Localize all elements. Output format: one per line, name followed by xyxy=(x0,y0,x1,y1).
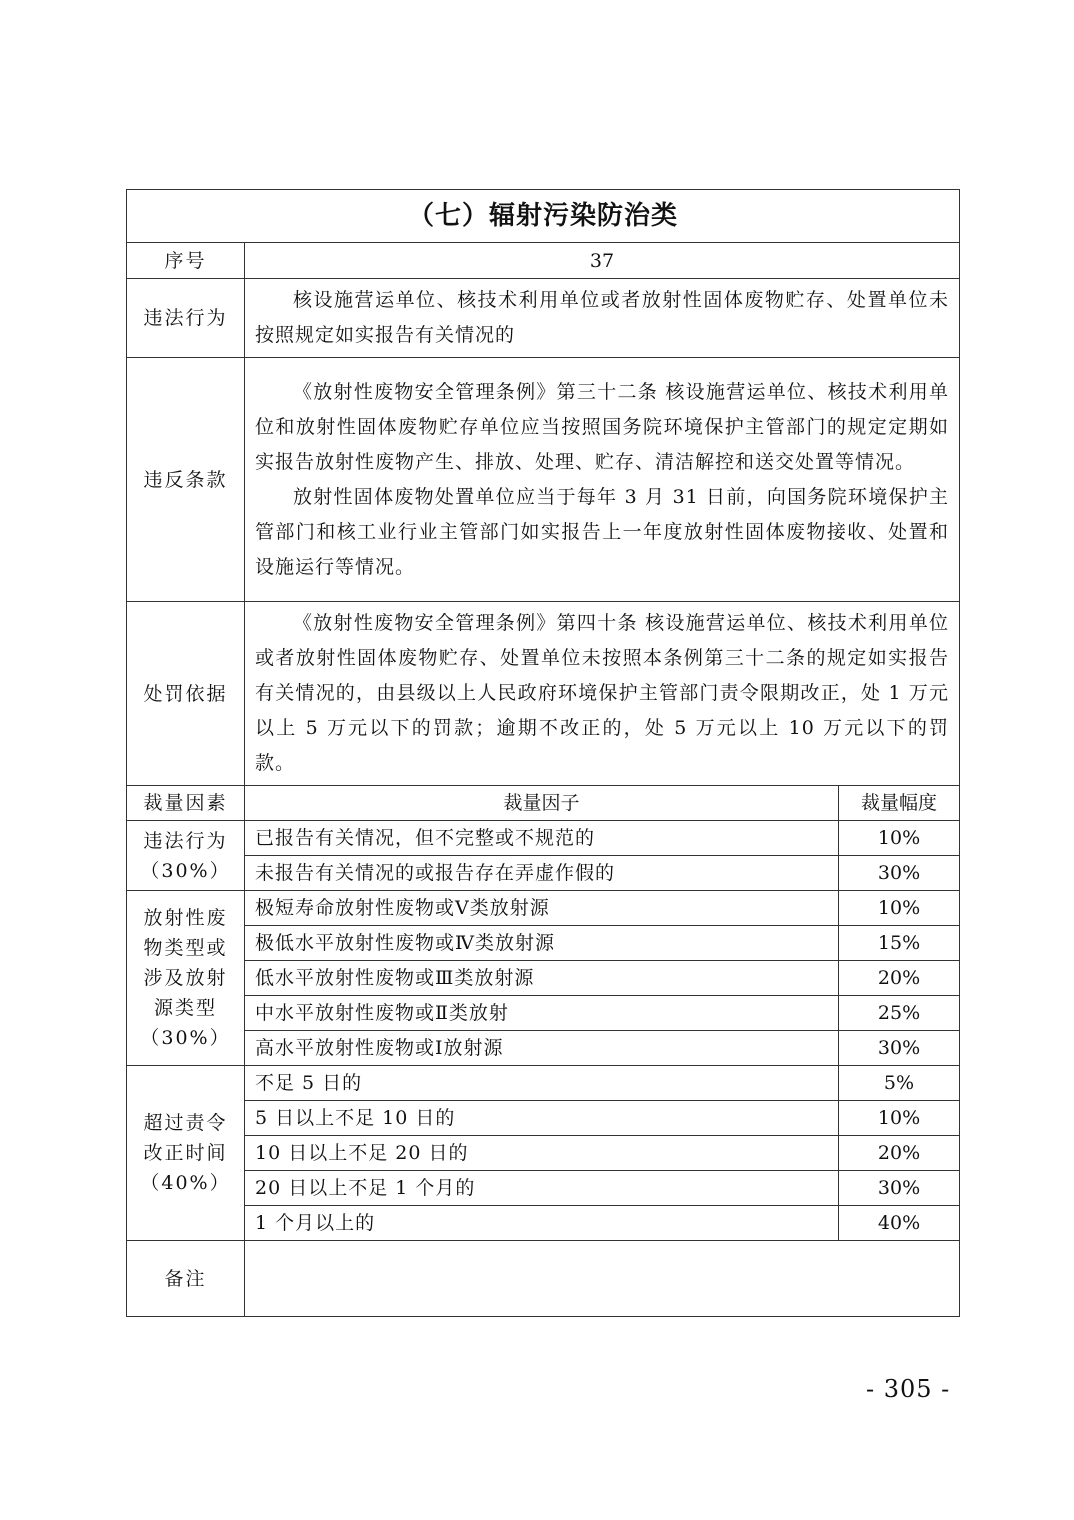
factor-item: 中水平放射性废物或Ⅱ类放射 xyxy=(245,996,839,1031)
factor-pct: 30% xyxy=(839,856,960,891)
factor-item: 极短寿命放射性废物或Ⅴ类放射源 xyxy=(245,891,839,926)
factor-item: 5 日以上不足 10 日的 xyxy=(245,1101,839,1136)
penalty-table xyxy=(126,189,960,1317)
factor-pct: 10% xyxy=(839,891,960,926)
remarks-value xyxy=(245,1241,960,1317)
table-row xyxy=(127,1206,960,1241)
serial-label: 序号 xyxy=(127,243,245,279)
factor-item: 10 日以上不足 20 日的 xyxy=(245,1136,839,1171)
table-title: （七）辐射污染防治类 xyxy=(127,190,960,243)
clause-text xyxy=(245,358,960,602)
factor-item: 1 个月以上的 xyxy=(245,1206,839,1241)
factor-item: 20 日以上不足 1 个月的 xyxy=(245,1171,839,1206)
remarks-label: 备注 xyxy=(127,1241,245,1317)
factor-item: 高水平放射性废物或Ⅰ放射源 xyxy=(245,1031,839,1066)
violation-text: 核设施营运单位、核技术利用单位或者放射性固体废物贮存、处置单位未按照规定如实报告有关情况的 xyxy=(245,279,960,358)
serial-value: 37 xyxy=(245,243,960,279)
page-number: - 305 - xyxy=(866,1375,951,1403)
factor-pct: 10% xyxy=(839,821,960,856)
factor-pct: 30% xyxy=(839,1031,960,1066)
factor-pct: 5% xyxy=(839,1066,960,1101)
violation-label: 违法行为 xyxy=(127,279,245,358)
table-row xyxy=(127,996,960,1031)
table-row xyxy=(127,1136,960,1171)
table-row xyxy=(127,1031,960,1066)
table-row xyxy=(127,1101,960,1136)
group-label-overdue: 超过责令 改正时间 （40%） xyxy=(127,1066,245,1241)
factor-header: 裁量因素 xyxy=(127,786,245,821)
table-row xyxy=(127,891,960,926)
table-row xyxy=(127,1171,960,1206)
basis-text: 《放射性废物安全管理条例》第四十条 核设施营运单位、核技术利用单位或者放射性固体废物贮存、处置单位未按照本条例第三十二条的规定如实报告有关情况的，由县级以上人民政府环境保护主管部门责令限期改正，处 1 万元以上 5 万元以下的罚款；逾期不改正的，处 5 万元以上 10 万元以下的罚款。 xyxy=(245,602,960,786)
factor-pct: 30% xyxy=(839,1171,960,1206)
item-header: 裁量因子 xyxy=(245,786,839,821)
factor-pct: 10% xyxy=(839,1101,960,1136)
factor-pct: 15% xyxy=(839,926,960,961)
factor-pct: 40% xyxy=(839,1206,960,1241)
table-row xyxy=(127,821,960,856)
clause-paragraph: 《放射性废物安全管理条例》第三十二条 核设施营运单位、核技术利用单位和放射性固体废物贮存单位应当按照国务院环境保护主管部门的规定定期如实报告放射性废物产生、排放、处理、贮存、清洁解控和送交处置等情况。 xyxy=(255,380,950,473)
table-row xyxy=(127,926,960,961)
basis-label: 处罚依据 xyxy=(127,602,245,786)
table-row xyxy=(127,961,960,996)
factor-pct: 20% xyxy=(839,1136,960,1171)
factor-pct: 25% xyxy=(839,996,960,1031)
factor-item: 未报告有关情况的或报告存在弄虚作假的 xyxy=(245,856,839,891)
clause-paragraph: 放射性固体废物处置单位应当于每年 3 月 31 日前，向国务院环境保护主管部门和核工业行业主管部门如实报告上一年度放射性固体废物接收、处置和设施运行等情况。 xyxy=(255,485,950,578)
range-header: 裁量幅度 xyxy=(839,786,960,821)
group-label-waste-type: 放射性废 物类型或 涉及放射 源类型 （30%） xyxy=(127,891,245,1066)
factor-item: 低水平放射性废物或Ⅲ类放射源 xyxy=(245,961,839,996)
factor-item: 极低水平放射性废物或Ⅳ类放射源 xyxy=(245,926,839,961)
factor-pct: 20% xyxy=(839,961,960,996)
table-row xyxy=(127,1066,960,1101)
factor-item: 已报告有关情况，但不完整或不规范的 xyxy=(245,821,839,856)
table-row xyxy=(127,856,960,891)
clause-label: 违反条款 xyxy=(127,358,245,602)
group-label-violation: 违法行为 （30%） xyxy=(127,821,245,891)
factor-item: 不足 5 日的 xyxy=(245,1066,839,1101)
